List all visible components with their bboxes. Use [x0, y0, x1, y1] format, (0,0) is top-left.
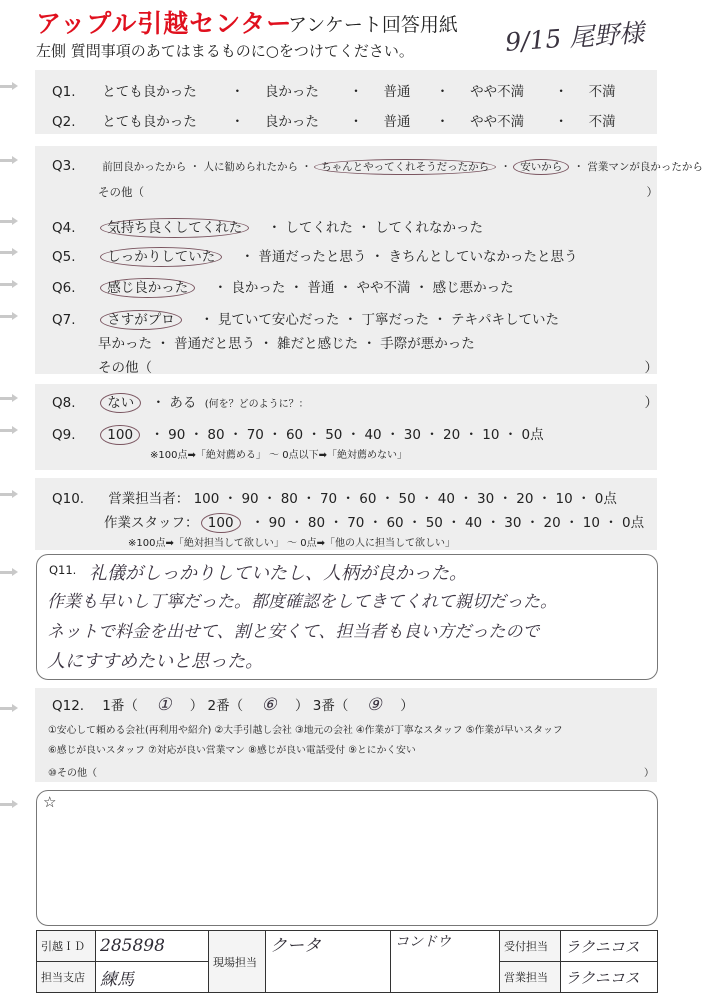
margin-arrow-icon	[0, 394, 18, 403]
q12-rank-row	[52, 694, 414, 715]
q12-rank2-value[interactable]: ⑥	[261, 695, 277, 715]
q6-options[interactable]: ・ 良かった ・ 普通 ・ やや不満 ・ 感じ悪かった	[213, 280, 514, 296]
q10-staff-scale[interactable]: ・ 90 ・ 80 ・ 70 ・ 60 ・ 50 ・ 40 ・ 30 ・ 20 ・ 10 ・ 0点	[250, 515, 645, 531]
q4-circled-answer[interactable]: 気持ち良くしてくれた	[100, 218, 249, 238]
star-icon: ☆	[43, 793, 57, 811]
q3-circled-answer[interactable]: 安いから	[513, 159, 569, 175]
q1-option[interactable]: 普通	[383, 84, 411, 100]
q1-option[interactable]: とても良かった	[102, 84, 197, 100]
q3-other-close: ）	[646, 185, 658, 199]
q11-handwritten-line: 人にすすめたいと思った。	[47, 651, 264, 672]
q8-options[interactable]: ・ ある	[151, 395, 197, 411]
q12-rank3-label: ） 3番（	[294, 698, 349, 714]
q9-note: ※100点➡「絶対薦める」 〜 0点以下➡「絶対薦めない」	[150, 450, 407, 461]
q3-other-label: その他（	[98, 185, 144, 199]
q8-hint: (何を？どのように？：	[204, 399, 309, 410]
q7-options[interactable]: ・ 見ていて安心だった ・ 丁寧だった ・ テキパキしていた	[200, 312, 560, 328]
q10-sales-label: 営業担当者：	[108, 491, 190, 507]
instruction-text: 左側 質問事項のあてはまるものに○をつけてください。	[36, 42, 414, 60]
q10-sales-row	[52, 487, 617, 507]
q11-label: Q11.	[49, 563, 77, 577]
q2-sep: ・	[435, 114, 450, 130]
q1-label: Q1.	[52, 84, 76, 100]
q9-row	[52, 423, 544, 443]
q10-note: ※100点➡「絶対担当して欲しい」 〜 0点➡「他の人に担当して欲しい」	[128, 538, 455, 549]
q7-options-2[interactable]: 早かった ・ 普通だと思う ・ 雑だと感じた ・ 手際が悪かった	[98, 336, 475, 352]
q12-choices-2: ⑥感じが良いスタッフ ⑦対応が良い営業マン ⑧感じが良い電話受付 ⑨とにかく安い	[48, 745, 416, 756]
q7-other-row	[98, 356, 658, 376]
q9-circled-answer[interactable]: 100	[100, 425, 140, 445]
q6-circled-answer[interactable]: 感じ良かった	[100, 278, 195, 298]
q4-options[interactable]: ・ してくれた ・ してくれなかった	[267, 220, 483, 236]
q5-row	[52, 245, 577, 265]
q11-handwritten-line: ネットで料金を出せて、割と安くて、担当者も良い方だったので	[47, 622, 540, 642]
q7-other-label: その他（	[98, 360, 152, 376]
q12-other-row	[48, 764, 654, 779]
q12-rank1-value[interactable]: ①	[156, 695, 172, 715]
q2-option[interactable]: やや不満	[470, 114, 525, 130]
site-staff-value-2[interactable]: コンドウ	[391, 931, 500, 993]
q1-option[interactable]: 不満	[588, 84, 616, 100]
site-staff-value-1[interactable]: クータ	[266, 931, 391, 993]
q12-rank3-value[interactable]: ⑨	[366, 695, 382, 715]
site-staff-label: 現場担当	[209, 931, 266, 993]
q12-choices-1: ①安心して頼める会社(再利用や紹介) ②大手引越し会社 ③地元の会社 ④作業が丁寧なスタッフ ⑤作業が早いスタッフ	[48, 725, 563, 736]
q7-row	[52, 308, 559, 328]
q9-scale[interactable]: ・ 90 ・ 80 ・ 70 ・ 60 ・ 50 ・ 40 ・ 30 ・ 20 ・ 10 ・ 0点	[150, 427, 544, 443]
margin-arrow-icon	[0, 156, 18, 165]
q8-circled-answer[interactable]: ない	[100, 393, 141, 413]
q3-circled-answer[interactable]: ちゃんとやってくれそうだったから	[314, 159, 496, 175]
q2-option[interactable]: 不満	[588, 114, 616, 130]
q3-label: Q3.	[52, 158, 76, 174]
q12-rank2-label: ） 2番（	[189, 698, 244, 714]
margin-arrow-icon	[0, 248, 18, 257]
margin-arrow-icon	[0, 568, 18, 577]
margin-arrow-icon	[0, 217, 18, 226]
q11-handwritten-line: 礼儀がしっかりしていたし、人柄が良かった。	[89, 563, 467, 584]
q7-circled-answer[interactable]: さすがプロ	[100, 310, 182, 330]
q2-option[interactable]: 普通	[383, 114, 411, 130]
q5-label: Q5.	[52, 249, 76, 265]
reception-staff-value[interactable]: ラクニコス	[561, 931, 658, 962]
q11-handwritten-line: 作業も早いし丁寧だった。都度確認をしてきてくれて親切だった。	[47, 592, 557, 612]
q6-row	[52, 276, 514, 296]
q1-row	[52, 80, 616, 100]
q7-label: Q7.	[52, 312, 76, 328]
margin-arrow-icon	[0, 312, 18, 321]
q12-label: Q12.	[52, 698, 85, 714]
q2-sep: ・	[230, 114, 245, 130]
move-id-value[interactable]: 285898	[96, 931, 209, 962]
branch-value[interactable]: 練馬	[96, 962, 209, 993]
q12-close: ）	[400, 698, 414, 714]
free-comment-box[interactable]	[36, 790, 658, 926]
q10-staff-row	[104, 511, 644, 531]
q1-sep: ・	[230, 84, 245, 100]
q1-option[interactable]: 良かった	[264, 84, 319, 100]
q4-label: Q4.	[52, 220, 76, 236]
q10-sales-scale[interactable]: 100 ・ 90 ・ 80 ・ 70 ・ 60 ・ 50 ・ 40 ・ 30 ・ 20 ・ 10 ・ 0点	[193, 491, 617, 507]
margin-arrow-icon	[0, 82, 18, 91]
q2-label: Q2.	[52, 114, 76, 130]
q3-row	[52, 158, 703, 174]
q12-other-label: ⑩その他（	[48, 768, 97, 779]
sales-staff-value[interactable]: ラクニコス	[561, 962, 658, 993]
margin-arrow-icon	[0, 280, 18, 289]
q10-staff-circled-answer[interactable]: 100	[201, 513, 241, 533]
q3-options-b[interactable]: ・ 営業マンが良かったから	[573, 161, 703, 173]
q2-row	[52, 110, 616, 130]
q9-label: Q9.	[52, 427, 76, 443]
q10-label: Q10.	[52, 491, 85, 507]
q2-option[interactable]: とても良かった	[102, 114, 197, 130]
q2-sep: ・	[554, 114, 568, 130]
q3-other-row	[98, 184, 658, 200]
q7-other-close: ）	[644, 360, 658, 376]
q2-option[interactable]: 良かった	[264, 114, 319, 130]
q8-close: ）	[644, 395, 658, 411]
margin-arrow-icon	[0, 800, 18, 809]
margin-arrow-icon	[0, 490, 18, 499]
q1-sep: ・	[435, 84, 450, 100]
q8-label: Q8.	[52, 395, 76, 411]
handwritten-customer-note: 9/15 尾野様	[504, 18, 646, 57]
q1-sep: ・	[554, 84, 568, 100]
q5-options[interactable]: ・ 普通だったと思う ・ きちんとしていなかったと思う	[240, 249, 578, 265]
q1-sep: ・	[349, 84, 363, 100]
q2-sep: ・	[349, 114, 363, 130]
move-id-label: 引越ＩＤ	[37, 931, 96, 962]
q12-rank1-label: 1番（	[102, 698, 138, 714]
q10-staff-label: 作業スタッフ：	[104, 515, 199, 531]
q12-other-close: ）	[644, 768, 654, 779]
q3-sep: ・	[500, 161, 511, 173]
q11-comment-box[interactable]	[36, 554, 658, 680]
q7-row-2	[98, 332, 475, 352]
q8-row	[52, 391, 658, 411]
q1-option[interactable]: やや不満	[470, 84, 525, 100]
margin-arrow-icon	[0, 426, 18, 435]
q4-row	[52, 216, 483, 236]
q5-circled-answer[interactable]: しっかりしていた	[100, 247, 222, 267]
margin-arrow-icon	[0, 704, 18, 713]
form-subtitle: アンケート回答用紙	[288, 14, 458, 36]
brand-title: アップル引越センター	[36, 9, 293, 38]
sales-staff-label: 営業担当	[500, 962, 561, 993]
reception-staff-label: 受付担当	[500, 931, 561, 962]
q6-label: Q6.	[52, 280, 76, 296]
staff-info-table	[36, 930, 658, 993]
q3-options-a[interactable]: 前回良かったから ・ 人に勧められたから ・	[102, 161, 312, 173]
branch-label: 担当支店	[37, 962, 96, 993]
